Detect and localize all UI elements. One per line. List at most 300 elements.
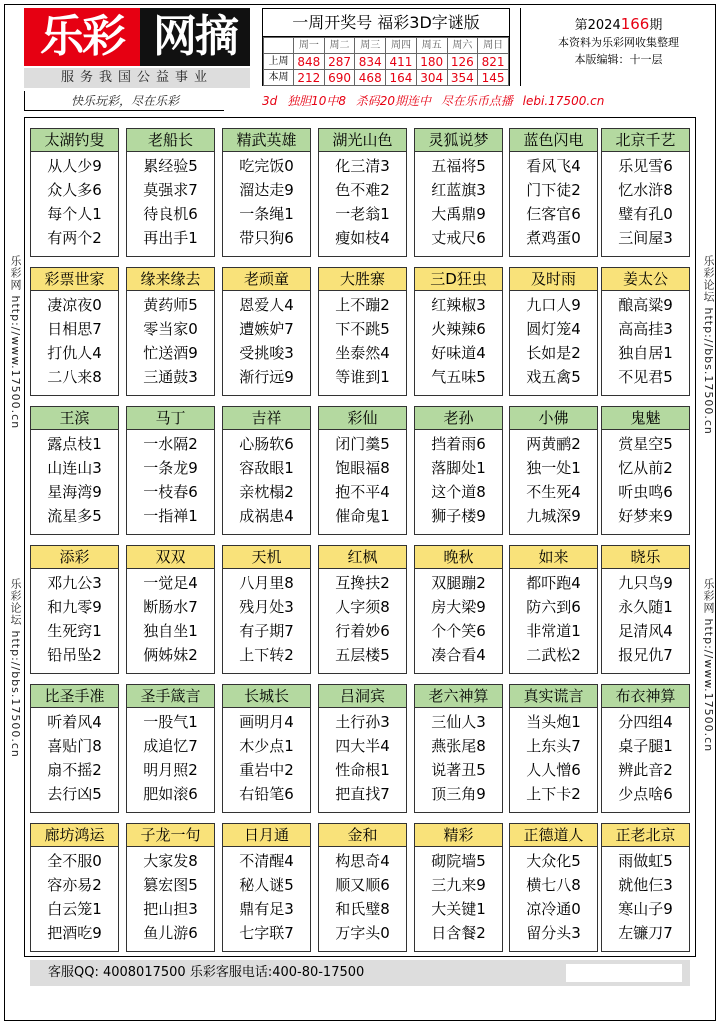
riddle-line: 二八来8 (47, 368, 102, 386)
draw-number: 164 (386, 70, 417, 86)
riddle-line: 璧有孔0 (618, 205, 673, 223)
riddle-line: 溜达走9 (239, 181, 294, 199)
card-title: 马丁 (127, 407, 214, 430)
riddle-line: 报兄仇7 (618, 646, 673, 664)
riddle-line: 红蓝旗3 (431, 181, 486, 199)
riddle-card (509, 545, 598, 674)
riddle-line: 都吓跑4 (526, 574, 581, 592)
riddle-line: 七字联7 (239, 924, 294, 942)
issue-prefix: 第2024 (574, 18, 621, 33)
riddle-line: 好味道4 (431, 344, 486, 362)
riddle-line: 土行孙3 (335, 713, 390, 731)
card-lines (31, 152, 118, 250)
riddle-card (414, 684, 503, 813)
riddle-line: 留分头3 (526, 924, 581, 942)
riddle-line: 把酒吃9 (47, 924, 102, 942)
card-lines (31, 708, 118, 806)
riddle-card (601, 823, 690, 952)
card-title: 日月通 (223, 824, 310, 847)
card-lines (415, 152, 502, 250)
riddle-line: 二武松2 (526, 646, 581, 664)
draw-corner-cell (264, 38, 294, 54)
card-title: 湖光山色 (319, 129, 406, 152)
riddle-line: 大家发8 (143, 852, 198, 870)
riddle-line: 等谁到1 (335, 368, 390, 386)
banner (24, 91, 716, 111)
riddle-card (126, 545, 215, 674)
row-label: 本周 (264, 70, 294, 86)
riddle-line: 三间屋3 (618, 229, 673, 247)
riddle-line: 一指禅1 (143, 507, 198, 525)
card-title: 晚秋 (415, 546, 502, 569)
riddle-card (126, 406, 215, 535)
card-lines (31, 847, 118, 945)
riddle-line: 凉冷通0 (526, 900, 581, 918)
riddle-line: 左镰刀7 (618, 924, 673, 942)
riddle-card (414, 267, 503, 396)
riddle-line: 重岩中2 (239, 761, 294, 779)
weekday-cell: 周五 (416, 38, 447, 54)
riddle-line: 下不跳5 (335, 320, 390, 338)
riddle-line: 上下转2 (239, 646, 294, 664)
card-title: 廊坊鸿运 (31, 824, 118, 847)
riddle-card (222, 545, 311, 674)
riddle-line: 独自坐1 (143, 622, 198, 640)
riddle-line: 砌院墙5 (431, 852, 486, 870)
card-title: 缘来缘去 (127, 268, 214, 291)
riddle-line: 丈戒尺6 (431, 229, 486, 247)
draw-number: 690 (324, 70, 355, 86)
card-lines (415, 430, 502, 528)
riddle-line: 人字须8 (335, 598, 390, 616)
riddle-line: 仨客官6 (526, 205, 581, 223)
riddle-line: 听着风4 (47, 713, 102, 731)
riddle-line: 分四组4 (618, 713, 673, 731)
riddle-line: 横七八8 (526, 876, 581, 894)
logo-red-text: 乐彩 (24, 8, 140, 66)
card-title: 天机 (223, 546, 310, 569)
riddle-line: 一水隔2 (143, 435, 198, 453)
issue-number (521, 16, 716, 34)
draw-number: 354 (447, 70, 478, 86)
riddle-line: 吃完饭0 (239, 157, 294, 175)
row-label: 上周 (264, 54, 294, 70)
footer-blank-box (566, 964, 682, 982)
riddle-line: 黄药师5 (143, 296, 198, 314)
riddle-card (414, 545, 503, 674)
riddle-card (318, 823, 407, 952)
riddle-line: 累经验5 (143, 157, 198, 175)
card-title: 老顽童 (223, 268, 310, 291)
draw-number: 834 (355, 54, 386, 70)
riddle-line: 不见君5 (618, 368, 673, 386)
card-title: 彩票世家 (31, 268, 118, 291)
draw-results-box (262, 8, 510, 86)
riddle-line: 三通鼓3 (143, 368, 198, 386)
riddle-line: 鱼儿游6 (143, 924, 198, 942)
card-title: 大胜寨 (319, 268, 406, 291)
riddle-line: 圆灯笼4 (526, 320, 581, 338)
riddle-line: 恩爱人4 (239, 296, 294, 314)
riddle-line: 画明月4 (239, 713, 294, 731)
riddle-line: 生死窍1 (47, 622, 102, 640)
riddle-line: 打仇人4 (47, 344, 102, 362)
card-title: 王滨 (31, 407, 118, 430)
draw-number: 212 (294, 70, 325, 86)
riddle-card (126, 128, 215, 257)
draw-number: 287 (324, 54, 355, 70)
riddle-line: 再出手1 (143, 229, 198, 247)
card-title: 北京千艺 (602, 129, 689, 152)
riddle-line: 就他仨3 (618, 876, 673, 894)
riddle-line: 不清醒4 (239, 852, 294, 870)
riddle-card (222, 267, 311, 396)
card-title: 老六神算 (415, 685, 502, 708)
riddle-card (318, 545, 407, 674)
riddle-card (509, 684, 598, 813)
riddle-line: 日相思7 (47, 320, 102, 338)
card-lines (127, 569, 214, 667)
riddle-line: 和九零9 (47, 598, 102, 616)
riddle-card (414, 406, 503, 535)
card-title: 长城长 (223, 685, 310, 708)
issue-info (520, 8, 716, 86)
riddle-line: 酿高粱9 (618, 296, 673, 314)
riddle-line: 受挑唆3 (239, 344, 294, 362)
card-title: 及时雨 (510, 268, 597, 291)
card-lines (319, 569, 406, 667)
card-lines (602, 708, 689, 806)
card-title: 老孙 (415, 407, 502, 430)
riddle-line: 乐见雪6 (618, 157, 673, 175)
card-lines (127, 152, 214, 250)
card-lines (319, 430, 406, 528)
riddle-line: 非常道1 (526, 622, 581, 640)
card-lines (31, 569, 118, 667)
riddle-card (222, 406, 311, 535)
draw-number: 304 (416, 70, 447, 86)
riddle-line: 九只鸟9 (618, 574, 673, 592)
riddle-line: 众人多6 (47, 181, 102, 199)
card-title: 吕洞宾 (319, 685, 406, 708)
card-title: 正老北京 (602, 824, 689, 847)
riddle-card (30, 128, 119, 257)
riddle-card (30, 267, 119, 396)
riddle-line: 瘦如枝4 (335, 229, 390, 247)
riddle-line: 独一处1 (526, 459, 581, 477)
footer (30, 960, 690, 986)
card-title: 正德道人 (510, 824, 597, 847)
riddle-line: 门下徒2 (526, 181, 581, 199)
riddle-line: 从人少9 (47, 157, 102, 175)
riddle-line: 这个道8 (431, 483, 486, 501)
riddle-line: 白云笼1 (47, 900, 102, 918)
card-lines (415, 708, 502, 806)
weekday-cell: 周日 (478, 38, 509, 54)
riddle-line: 八月里8 (239, 574, 294, 592)
riddle-line: 说著丑5 (431, 761, 486, 779)
riddle-line: 双腿蹦2 (431, 574, 486, 592)
card-title: 三D狂虫 (415, 268, 502, 291)
riddle-line: 三仙人3 (431, 713, 486, 731)
riddle-card (414, 128, 503, 257)
card-lines (319, 291, 406, 389)
source-note: 本资料为乐彩网收集整理 (558, 36, 679, 49)
draw-row-last-week (264, 54, 509, 70)
card-title: 圣手箴言 (127, 685, 214, 708)
riddle-card (509, 267, 598, 396)
riddle-line: 听虫鸣6 (618, 483, 673, 501)
card-title: 如来 (510, 546, 597, 569)
riddle-line: 把山担3 (143, 900, 198, 918)
riddle-card (601, 267, 690, 396)
card-title: 红枫 (319, 546, 406, 569)
riddle-card (509, 128, 598, 257)
riddle-line: 挡着雨6 (431, 435, 486, 453)
draw-number: 821 (478, 54, 509, 70)
riddle-line: 戏五禽5 (526, 368, 581, 386)
card-title: 双双 (127, 546, 214, 569)
riddle-line: 色不难2 (335, 181, 390, 199)
riddle-card (222, 128, 311, 257)
riddle-line: 化三清3 (335, 157, 390, 175)
riddle-line: 上不蹦2 (335, 296, 390, 314)
riddle-line: 露点枝1 (47, 435, 102, 453)
card-title: 精武英雄 (223, 129, 310, 152)
riddle-card (30, 545, 119, 674)
card-lines (602, 152, 689, 250)
card-lines (510, 569, 597, 667)
riddle-line: 把直找7 (335, 785, 390, 803)
card-lines (223, 430, 310, 528)
riddle-line: 有两个2 (47, 229, 102, 247)
card-lines (223, 569, 310, 667)
riddle-line: 一条龙9 (143, 459, 198, 477)
banner-slogan: 快乐玩彩，尽在乐彩 (24, 91, 224, 111)
riddle-line: 饱眼福8 (335, 459, 390, 477)
riddle-line: 少点啥6 (618, 785, 673, 803)
riddle-card (601, 684, 690, 813)
card-title: 布衣神算 (602, 685, 689, 708)
riddle-line: 去行凶5 (47, 785, 102, 803)
riddle-line: 抱不平4 (335, 483, 390, 501)
riddle-card (318, 684, 407, 813)
riddle-card (30, 406, 119, 535)
card-title: 金和 (319, 824, 406, 847)
riddle-line: 流星多5 (47, 507, 102, 525)
riddle-line: 煮鸡蛋0 (526, 229, 581, 247)
riddle-line: 成追忆7 (143, 737, 198, 755)
riddle-line: 大禹鼎9 (431, 205, 486, 223)
card-title: 老船长 (127, 129, 214, 152)
riddle-line: 忙送酒9 (143, 344, 198, 362)
riddle-line: 成祸患4 (239, 507, 294, 525)
riddle-line: 忆从前2 (618, 459, 673, 477)
card-lines (31, 430, 118, 528)
riddle-line: 一股气1 (143, 713, 198, 731)
footer-contact: 客服QQ: 4008017500 乐彩客服电话:400-80-17500 (48, 965, 365, 980)
riddle-line: 凑合看4 (431, 646, 486, 664)
card-lines (319, 847, 406, 945)
riddle-card (126, 267, 215, 396)
card-lines (127, 847, 214, 945)
riddle-line: 行着妙6 (335, 622, 390, 640)
riddle-line: 性命根1 (335, 761, 390, 779)
riddle-card (318, 128, 407, 257)
card-lines (223, 708, 310, 806)
logo-black-text: 网摘 (140, 8, 250, 66)
side-label-left-top: 乐彩网 http://www.17500.cn (9, 255, 22, 430)
riddle-card (601, 406, 690, 535)
card-title: 蓝色闪电 (510, 129, 597, 152)
draw-number: 180 (416, 54, 447, 70)
riddle-line: 顶三角9 (431, 785, 486, 803)
draw-row-this-week (264, 70, 509, 86)
riddle-line: 桌子腿1 (618, 737, 673, 755)
card-lines (415, 847, 502, 945)
riddle-line: 喜贴门8 (47, 737, 102, 755)
issue-suffix: 期 (649, 18, 663, 33)
riddle-line: 狮子楼9 (431, 507, 486, 525)
riddle-card (222, 684, 311, 813)
card-title: 姜太公 (602, 268, 689, 291)
riddle-line: 催命鬼1 (335, 507, 390, 525)
riddle-line: 长如是2 (526, 344, 581, 362)
card-lines (602, 847, 689, 945)
riddle-line: 高高挂3 (618, 320, 673, 338)
card-lines (127, 708, 214, 806)
riddle-card (509, 823, 598, 952)
riddle-line: 有子期7 (239, 622, 294, 640)
riddle-line: 肥如滚6 (143, 785, 198, 803)
riddle-line: 篡宏图5 (143, 876, 198, 894)
riddle-line: 零当家0 (143, 320, 198, 338)
riddle-line: 容敌眼1 (239, 459, 294, 477)
side-label-left-bottom: 乐彩论坛 http://bbs.17500.cn (9, 578, 22, 758)
card-title: 精彩 (415, 824, 502, 847)
riddle-line: 凄凉夜0 (47, 296, 102, 314)
card-lines (127, 430, 214, 528)
riddle-line: 莫强求7 (143, 181, 198, 199)
card-title: 添彩 (31, 546, 118, 569)
slogan: 服务我国公益事业 (24, 68, 250, 88)
riddle-line: 待良机6 (143, 205, 198, 223)
riddle-line: 一枝春6 (143, 483, 198, 501)
card-lines (415, 291, 502, 389)
card-title: 比圣手准 (31, 685, 118, 708)
card-lines (510, 847, 597, 945)
riddle-card (318, 406, 407, 535)
riddle-line: 邓九公3 (47, 574, 102, 592)
riddle-line: 日含餐2 (431, 924, 486, 942)
banner-promo: 3d 独胆10中8 杀码20期连中 尽在乐币点播 lebi.17500.cn (262, 94, 605, 108)
riddle-line: 红辣椒3 (431, 296, 486, 314)
riddle-line: 四大半4 (335, 737, 390, 755)
card-title: 子龙一句 (127, 824, 214, 847)
riddle-line: 火辣辣6 (431, 320, 486, 338)
weekday-cell: 周二 (324, 38, 355, 54)
riddle-line: 右铅笔6 (239, 785, 294, 803)
draw-number: 411 (386, 54, 417, 70)
editor-note: 本版编辑：十一层 (574, 53, 663, 66)
riddle-line: 容亦易2 (47, 876, 102, 894)
riddle-line: 秘人谜5 (239, 876, 294, 894)
draw-number: 848 (294, 54, 325, 70)
riddle-line: 落脚处1 (431, 459, 486, 477)
riddle-line: 三九来9 (431, 876, 486, 894)
riddle-line: 心肠软6 (239, 435, 294, 453)
riddle-line: 个个笑6 (431, 622, 486, 640)
riddle-line: 断肠水7 (143, 598, 198, 616)
draw-number: 468 (355, 70, 386, 86)
riddle-line: 闭门羹5 (335, 435, 390, 453)
riddle-line: 当头炮1 (526, 713, 581, 731)
riddle-line: 鼎有足3 (239, 900, 294, 918)
riddle-line: 铅吊坠2 (47, 646, 102, 664)
riddle-line: 大关键1 (431, 900, 486, 918)
card-title: 小佛 (510, 407, 597, 430)
riddle-card (126, 823, 215, 952)
riddle-line: 残月处3 (239, 598, 294, 616)
card-lines (415, 569, 502, 667)
weekday-cell: 周三 (355, 38, 386, 54)
riddle-line: 一条绳1 (239, 205, 294, 223)
riddle-line: 看风飞4 (526, 157, 581, 175)
draw-header-row (264, 38, 509, 54)
riddle-line: 一觉足4 (143, 574, 198, 592)
card-lines (319, 708, 406, 806)
riddle-line: 足清风4 (618, 622, 673, 640)
card-title: 真实谎言 (510, 685, 597, 708)
riddle-line: 五福将5 (431, 157, 486, 175)
riddle-card (222, 823, 311, 952)
card-lines (319, 152, 406, 250)
riddle-line: 气五味5 (431, 368, 486, 386)
riddle-line: 五层楼5 (335, 646, 390, 664)
card-lines (602, 569, 689, 667)
riddle-card (126, 684, 215, 813)
card-lines (510, 430, 597, 528)
card-title: 鬼魅 (602, 407, 689, 430)
riddle-line: 好梦来9 (618, 507, 673, 525)
riddle-line: 渐行远9 (239, 368, 294, 386)
riddle-line: 亲枕榻2 (239, 483, 294, 501)
riddle-line: 房大梁9 (431, 598, 486, 616)
card-lines (510, 708, 597, 806)
riddle-line: 星海湾9 (47, 483, 102, 501)
riddle-line: 全不服0 (47, 852, 102, 870)
card-lines (510, 152, 597, 250)
card-lines (31, 291, 118, 389)
riddle-line: 带只狗6 (239, 229, 294, 247)
riddle-line: 赏星空5 (618, 435, 673, 453)
side-label-right-top: 乐彩论坛 http://bbs.17500.cn (702, 255, 715, 435)
riddle-card (30, 684, 119, 813)
riddle-line: 山连山3 (47, 459, 102, 477)
riddle-line: 扇不摇2 (47, 761, 102, 779)
riddle-line: 互搀扶2 (335, 574, 390, 592)
riddle-line: 明月照2 (143, 761, 198, 779)
card-lines (510, 291, 597, 389)
riddle-line: 构思奇4 (335, 852, 390, 870)
riddle-card (601, 545, 690, 674)
riddle-line: 独自居1 (618, 344, 673, 362)
card-title: 吉祥 (223, 407, 310, 430)
riddle-line: 一老翁1 (335, 205, 390, 223)
card-lines (223, 291, 310, 389)
card-title: 太湖钓叟 (31, 129, 118, 152)
riddle-line: 九城深9 (526, 507, 581, 525)
